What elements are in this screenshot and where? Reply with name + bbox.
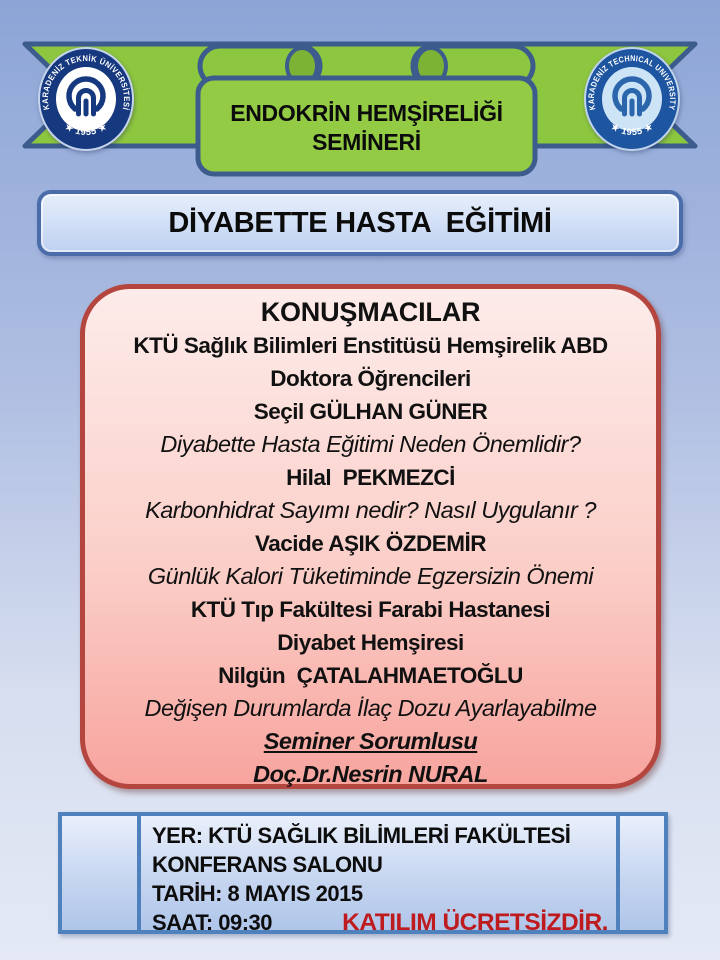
speaker-line: Doktora Öğrencileri [270, 366, 471, 391]
speaker-line: Diyabet Hemşiresi [277, 630, 464, 655]
logo-year-text: ★ 1955 ★ [63, 121, 109, 138]
speaker-line: Değişen Durumlarda İlaç Dozu Ayarlayabilme [144, 695, 597, 721]
subtitle-text: DİYABETTE HASTA EĞİTİMİ [168, 206, 552, 239]
venue-line1: YER: KTÜ SAĞLIK BİLİMLERİ FAKÜLTESİ [152, 823, 571, 848]
time-text: SAAT: 09:30 [152, 910, 273, 935]
speaker-line: Seçil GÜLHAN GÜNER [253, 399, 488, 424]
speaker-lines [85, 296, 656, 791]
speakers-panel [80, 284, 661, 789]
speaker-line: Diyabette Hasta Eğitimi Neden Önemlidir? [160, 431, 581, 457]
left-university-logo [37, 46, 135, 152]
speaker-line: Günlük Kalori Tüketiminde Egzersizin Önemi [147, 563, 594, 589]
info-panel [58, 812, 668, 934]
speaker-line: Karbonhidrat Sayımı nedir? Nasıl Uygulanır ? [145, 497, 596, 523]
speaker-line: KTÜ Tıp Fakültesi Farabi Hastanesi [190, 597, 551, 622]
speaker-line: KTÜ Sağlık Bilimleri Enstitüsü Hemşirelik ABD [133, 333, 608, 358]
logo-ring-text: KARADENİZ TECHNICAL UNIVERSITY [586, 53, 678, 112]
info-cell-right [616, 816, 664, 930]
venue-line2: KONFERANS SALONU [152, 852, 383, 877]
speaker-line: KONUŞMACILAR [260, 297, 481, 327]
time-line [152, 908, 612, 937]
speaker-line: Nilgün ÇATALAHMAETOĞLU [218, 663, 523, 688]
logo-ring-text: KARADENİZ TEKNİK ÜNİVERSİTESİ [40, 53, 132, 112]
speaker-line: Seminer Sorumlusu [263, 728, 478, 754]
speaker-line: Vacide AŞIK ÖZDEMİR [255, 531, 486, 556]
logo-year-text: ★ 1955 ★ [609, 121, 655, 138]
right-university-logo [583, 46, 681, 152]
banner-title-line1: ENDOKRİN HEMŞİRELİĞİ [230, 100, 503, 127]
speaker-line: Hilal PEKMEZCİ [286, 465, 455, 490]
banner-title-line2: SEMİNERİ [312, 128, 421, 155]
info-cell-center [141, 816, 616, 936]
subtitle-bar [37, 190, 683, 256]
free-admission-note: KATILIM ÜCRETSİZDİR. [342, 909, 608, 936]
banner-title [198, 86, 535, 170]
date-line: TARİH: 8 MAYIS 2015 [152, 881, 363, 906]
speaker-line: Doç.Dr.Nesrin NURAL [253, 761, 488, 787]
info-cell-left [62, 816, 141, 930]
